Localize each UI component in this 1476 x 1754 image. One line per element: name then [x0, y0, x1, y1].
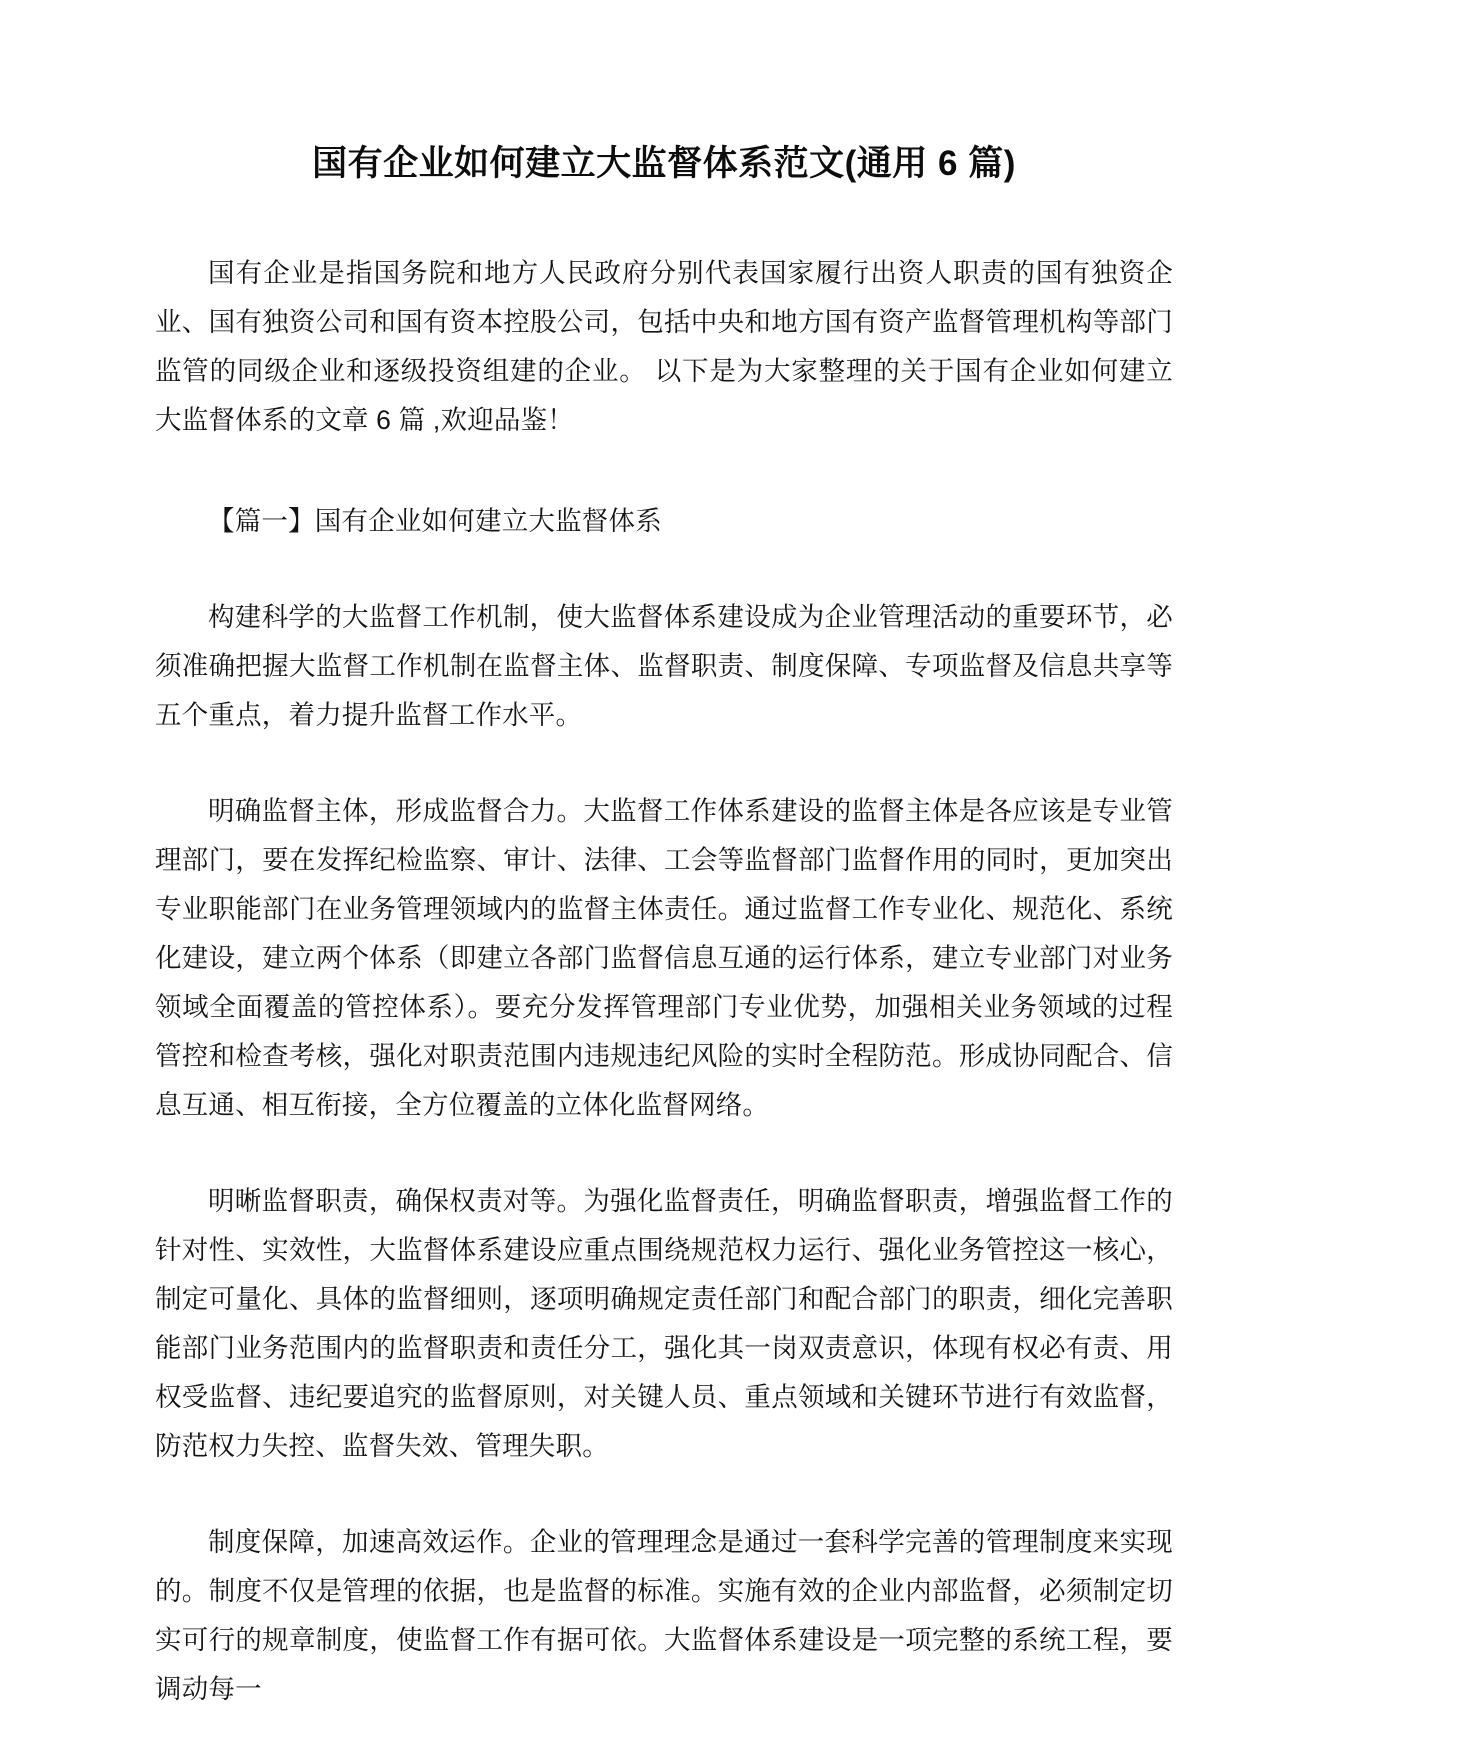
page-title: 国有企业如何建立大监督体系范文(通用 6 篇)	[312, 144, 1016, 183]
body-paragraph-1: 构建科学的大监督工作机制，使大监督体系建设成为企业管理活动的重要环节，必须准确把握大监督工作机制在监督主体、监督职责、制度保障、专项监督及信息共享等五个重点，着力提升监督工作水平。	[155, 602, 1173, 731]
section-heading: 【篇一】国有企业如何建立大监督体系	[208, 506, 662, 537]
intro-paragraph: 国有企业是指国务院和地方人民政府分别代表国家履行出资人职责的国有独资企业、国有独资公司和国有资本控股公司，包括中央和地方国有资产监督管理机构等部门监管的同级企业和逐级投资组建的企业。 以下是为大家整理的关于国有企业如何建立大监督体系的文章 6 篇 ,欢迎品鉴！	[155, 258, 1173, 436]
document-content	[155, 0, 1173, 1714]
body-paragraph-4: 制度保障，加速高效运作。企业的管理理念是通过一套科学完善的管理制度来实现的。制度不仅是管理的依据，也是监督的标准。实施有效的企业内部监督，必须制定切实可行的规章制度，使监督工作有据可依。大监督体系建设是一项完整的系统工程，要调动每一	[155, 1527, 1173, 1705]
body-paragraph-2: 明确监督主体，形成监督合力。大监督工作体系建设的监督主体是各应该是专业管理部门，要在发挥纪检监察、审计、法律、工会等监督部门监督作用的同时，更加突出专业职能部门在业务管理领域内的监督主体责任。通过监督工作专业化、规范化、系统化建设，建立两个体系（即建立各部门监督信息互通的运行体系，建立专业部门对业务领域全面覆盖的管控体系）。要充分发挥管理部门专业优势，加强相关业务领域的过程管控和检查考核，强化对职责范围内违规违纪风险的实时全程防范。形成协同配合、信息互通、相互衔接，全方位覆盖的立体化监督网络。	[155, 796, 1173, 1121]
body-paragraph-3: 明晰监督职责，确保权责对等。为强化监督责任，明确监督职责，增强监督工作的针对性、实效性，大监督体系建设应重点围绕规范权力运行、强化业务管控这一核心，制定可量化、具体的监督细则，逐项明确规定责任部门和配合部门的职责，细化完善职能部门业务范围内的监督职责和责任分工，强化其一岗双责意识，体现有权必有责、用权受监督、违纪要追究的监督原则，对关键人员、重点领域和关键环节进行有效监督，防范权力失控、监督失效、管理失职。	[155, 1186, 1173, 1462]
